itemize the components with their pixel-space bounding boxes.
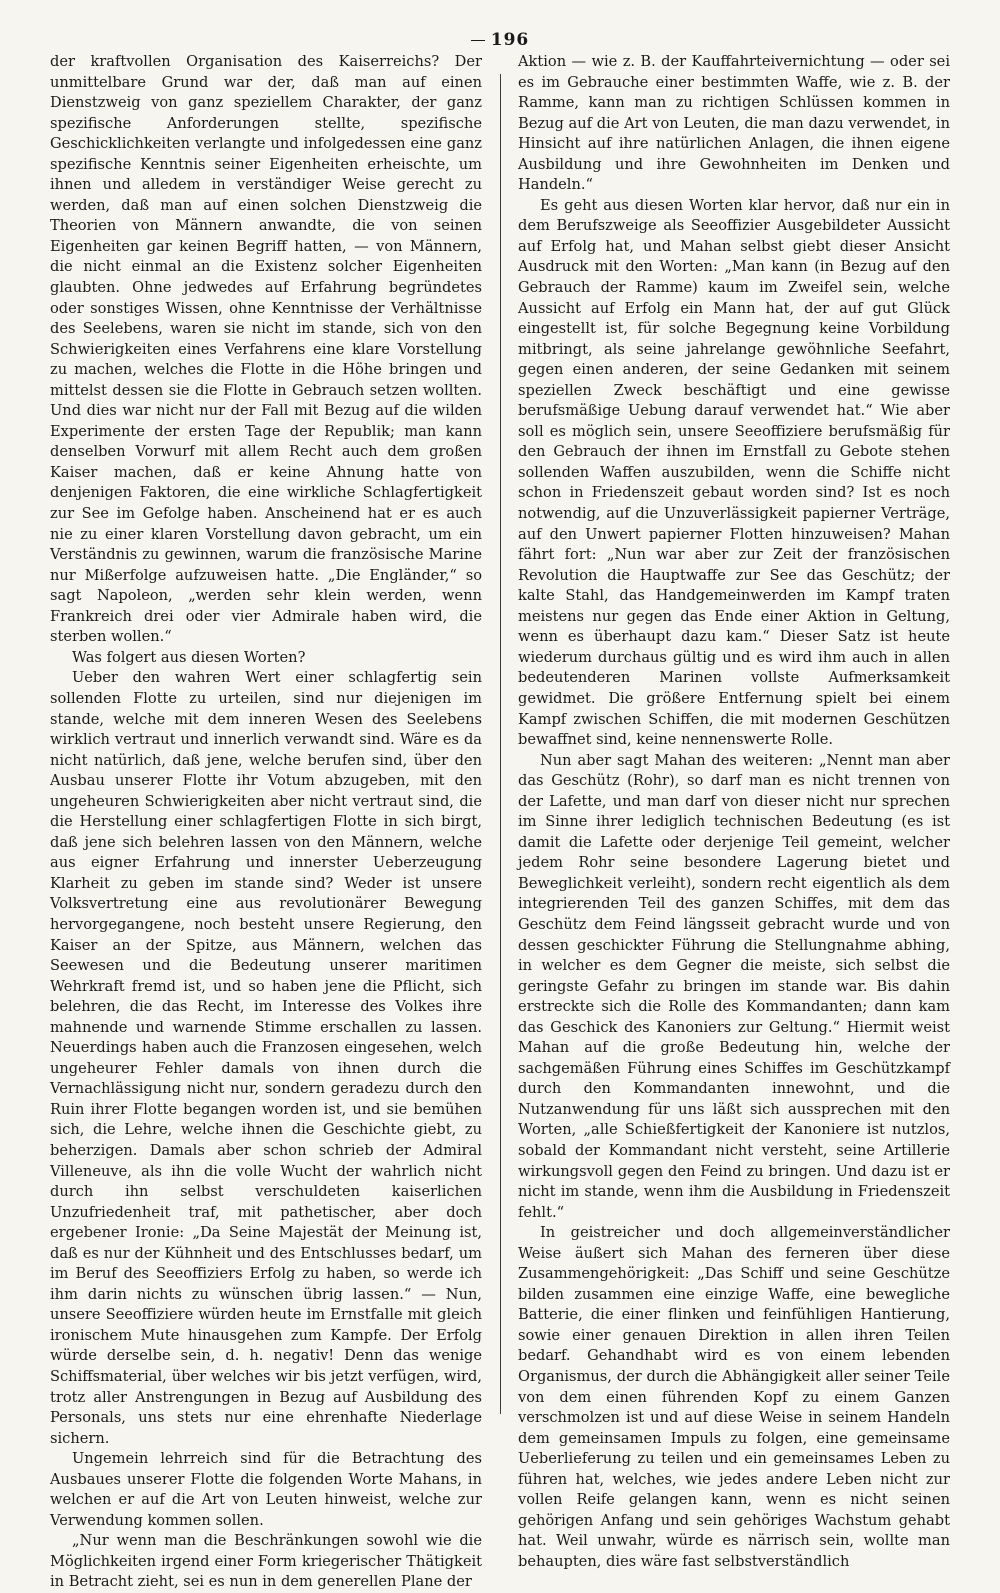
page-number — [0, 30, 1000, 50]
right-paragraph-1: Aktion — wie z. B. der Kauffahrteivernichtung — oder sei es im Gebrauche einer bestimmten Waffe, wie z. B. der Ramme, kann man zu richtigen Schlüssen kommen in Bezug auf die Art von Leuten, die man dazu verwendet, in Hinsicht auf ihre natürlichen Anlagen, die ihnen eigene Ausbildung und ihre Gewohnheiten im Denken und Handeln.“ — [518, 53, 950, 194]
right-paragraph-4: In geistreicher und doch allgemeinverständlicher Weise äußert sich Mahan des ferneren über diese Zusammengehörigkeit: „Das Schiff und seine Geschütze bilden zusammen eine einzige Waffe, eine bewegliche Batterie, die einer flinken und feinfühligen Hantierung, sowie einer genauen Direktion in allen ihren Teilen bedarf. Gehandhabt wird es von einem lebenden Organismus, der durch die Abhängigkeit aller seiner Teile von dem einen führenden Kopf zu einem Ganzen verschmolzen ist und auf diese Weise in seinem Handeln dem gemeinsamen Impuls zu folgen, eine gemeinsame Ueberlieferung zu teilen und ein gemeinsames Leben zu führen hat, welches, wie jedes andere Leben nicht zur vollen Reife gelangen kann, wenn es nicht seinen gehörigen Anfang und sein gehöriges Wachstum gehabt hat. Weil unwahr, würde es närrisch sein, wollte man behaupten, dies wäre fast selbstverständlich — [518, 1224, 950, 1570]
left-paragraph-1: der kraftvollen Organisation des Kaiserreichs? Der unmittelbare Grund war der, daß man auf einen Dienstzweig von ganz speziellem Charakter, der ganz spezifische Anforderungen stellte, spezifische Geschicklichkeiten verlangte und infolgedessen eine ganz spezifische Kenntnis seiner Eigenheiten erheischte, um ihnen und alledem in verständiger Weise gerecht zu werden, daß man auf einen solchen Dienstzweig die Theorien von Männern anwandte, die von seinen Eigenheiten gar keinen Begriff hatten, — von Männern, die nicht einmal an die Existenz solcher Eigenheiten glaubten. Ohne jedwedes auf Erfahrung begründetes oder sonstiges Wissen, ohne Kenntnisse der Verhältnisse des Seelebens, waren sie nicht im stande, sich von den Schwierigkeiten eines Verfahrens eine klare Vorstellung zu machen, welches die Flotte in die Höhe bringen und mittelst dessen sie die Flotte in Gebrauch setzen wollten. Und dies war nicht nur der Fall mit Bezug auf die wilden Experimente der ersten Tage der Republik; man kann denselben Vorwurf mit allem Recht auch dem großen Kaiser machen, daß er keine Ahnung hatte von denjenigen Faktoren, die eine wirkliche Schlagfertigkeit zur See im Gefolge haben. Anscheinend hat er es auch nie zu einer klaren Vorstellung davon gebracht, um ein Verständnis zu gewinnen, warum die französische Marine nur Mißerfolge aufzuweisen hatte. „Die Engländer,“ so sagt Napoleon, „werden sehr klein werden, wenn Frankreich drei oder vier Admirale haben wird, die sterben wollen.“ — [50, 53, 482, 646]
left-paragraph-3: Ueber den wahren Wert einer schlagfertig sein sollenden Flotte zu urteilen, sind nur diejenigen im stande, welche mit dem inneren Wesen des Seelebens wirklich vertraut und innerlich verwandt sind. Wäre es da nicht natürlich, daß jene, welche berufen sind, über den Ausbau unserer Flotte ihr Votum abzugeben, mit den ungeheuren Schwierigkeiten aber nicht vertraut sind, die die Herstellung einer schlagfertigen Flotte in sich birgt, daß jene sich belehren lassen von den Männern, welche aus eigner Erfahrung und innerster Ueberzeugung Klarheit zu geben im stande sind? Weder ist unsere Volksvertretung eine aus revolutionärer Bewegung hervorgegangene, noch besteht unsere Regierung, den Kaiser an der Spitze, aus Männern, welchen das Seewesen und die Bedeutung unserer maritimen Wehrkraft fremd ist, und so haben jene die Pflicht, sich belehren, die das Recht, im Interesse des Volkes ihre mahnende und warnende Stimme erschallen zu lassen. Neuerdings haben auch die Franzosen eingesehen, welch ungeheurer Fehler damals von ihnen durch die Vernachlässigung nicht nur, sondern geradezu durch den Ruin ihrer Flotte begangen worden ist, und sie bemühen sich, die Lehre, welche ihnen die Geschichte giebt, zu beherzigen. Damals aber schon schrieb der Admiral Villeneuve, als ihn die volle Wucht der wahrlich nicht durch ihn selbst verschuldeten kaiserlichen Unzufriedenheit traf, mit pathetischer, aber doch ergebener Ironie: „Da Seine Majestät der Meinung ist, daß es nur der Kühnheit und des Entschlusses bedarf, um im Beruf des Seeoffiziers Erfolg zu haben, so werde ich ihm darin nichts zu wünschen übrig lassen.“ — Nun, unsere Seeoffiziere würden heute im Ernstfalle mit gleich ironischem Mute hinausgehen zum Kampfe. Der Erfolg würde derselbe sein, d. h. negativ! Denn das wenige Schiffsmaterial, über welches wir bis jetzt verfügen, wird, trotz aller Anstrengungen in Bezug auf Ausbildung des Personals, uns stets nur eine ehrenhafte Niederlage sichern. — [50, 669, 482, 1447]
text-columns — [50, 52, 950, 1591]
page-number-text: 196 — [490, 30, 530, 50]
right-paragraph-2: Es geht aus diesen Worten klar hervor, daß nur ein in dem Berufszweige als Seeoffizier Ausgebildeter Aussicht auf Erfolg hat, und Mahan selbst giebt dieser Ansicht Ausdruck mit den Worten: „Man kann (in Bezug auf den Gebrauch der Ramme) kaum im Zweifel sein, welche Aussicht auf Erfolg ein Mann hat, der auf gut Glück eingestellt ist, für solche Begegnung keine Vorbildung mitbringt, als seine jahrelange gewöhnliche Seefahrt, gegen einen anderen, der seine Gedanken mit seinem speziellen Zweck beschäftigt und eine gewisse berufsmäßige Uebung darauf verwendet hat.“ Wie aber soll es möglich sein, unsere Seeoffiziere berufsmäßig für den Gebrauch der ihnen im Ernstfall zu Gebote stehen sollenden Waffen auszubilden, wenn die Schiffe nicht schon in Friedenszeit gebaut worden sind? Ist es noch notwendig, auf die Unzuverlässigkeit papierner Verträge, auf den Unwert papierner Flotten hinzuweisen? Mahan fährt fort: „Nun war aber zur Zeit der französischen Revolution die Hauptwaffe zur See das Geschütz; der kalte Stahl, das Handgemeinwerden im Kampf traten meistens nur gegen das Ende einer Aktion in Geltung, wenn es überhaupt dazu kam.“ Dieser Satz ist heute wiederum durchaus gültig und es wird ihm auch in allen bedeutenderen Marinen vollste Aufmerksamkeit gewidmet. Die größere Entfernung spielt bei einem Kampf zwischen Schiffen, die mit modernen Geschützen bewaffnet sind, keine nennenswerte Rolle. — [518, 196, 950, 749]
left-paragraph-4: Ungemein lehrreich sind für die Betrachtung des Ausbaues unserer Flotte die folgenden Worte Mahans, in welchen er auf die Art von Leuten hinweist, welche zur Verwendung kommen sollen. — [50, 1450, 482, 1529]
right-paragraph-3: Nun aber sagt Mahan des weiteren: „Nennt man aber das Geschütz (Rohr), so darf man es nicht trennen von der Lafette, und man darf von dieser nicht nur sprechen im Sinne ihrer lediglich technischen Bedeutung (es ist damit die Lafette oder derjenige Teil gemeint, welcher jedem Rohr seine besondere Lagerung bietet und Beweglichkeit verleiht), sondern recht eigentlich als dem integrierenden Teil des ganzen Schiffes, mit dem das Geschütz dem Feind längsseit gebracht wurde und von dessen geschickter Führung die Stellungnahme abhing, in welcher es dem Gegner die meiste, sich selbst die geringste Gefahr zu bringen im stande war. Bis dahin erstreckte sich die Rolle des Kommandanten; dann kam das Geschick des Kanoniers zur Geltung.“ Hiermit weist Mahan auf die große Bedeutung hin, welche der sachgemäßen Führung eines Schiffes im Geschützkampf durch den Kommandanten innewohnt, und die Nutzanwendung für uns läßt sich aussprechen mit den Worten, „alle Schießfertigkeit der Kanoniere ist nutzlos, sobald der Kommandant nicht versteht, seine Artillerie wirkungsvoll gegen den Feind zu bringen. Und dazu ist er nicht im stande, wenn ihm die Ausbildung in Friedenszeit fehlt.“ — [518, 751, 950, 1221]
column-divider — [500, 74, 501, 1414]
right-column — [518, 52, 950, 1570]
left-column — [50, 52, 482, 1591]
page-number-dash — [471, 40, 485, 41]
left-paragraph-5: „Nur wenn man die Beschränkungen sowohl wie die Möglichkeiten irgend einer Form kriegerischer Thätigkeit in Betracht zieht, sei es nun in dem generellen Plane der — [50, 1532, 482, 1591]
left-paragraph-2: Was folgert aus diesen Worten? — [72, 648, 306, 666]
